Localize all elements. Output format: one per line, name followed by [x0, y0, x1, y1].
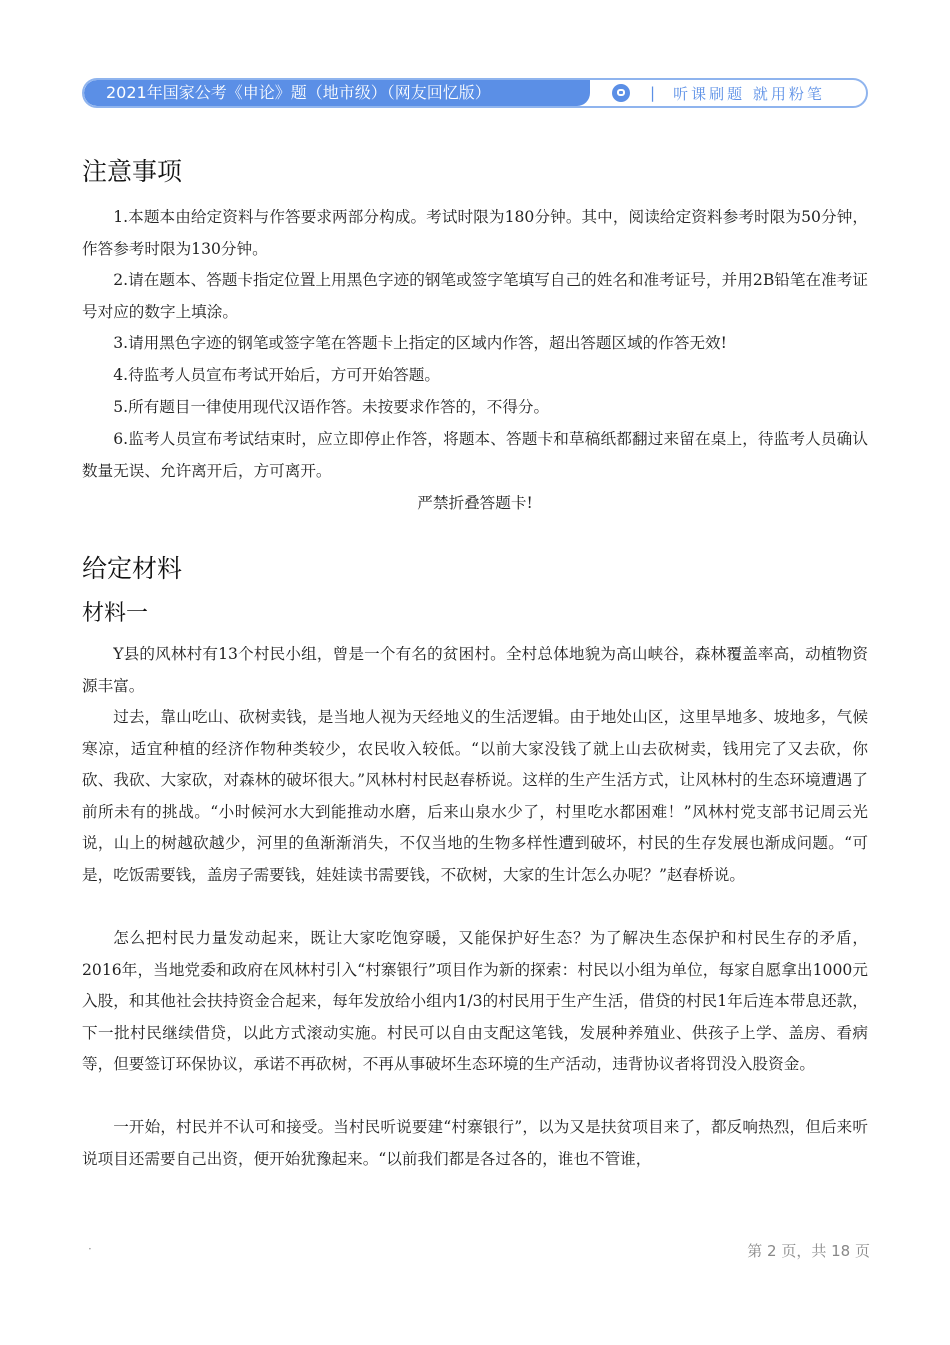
- notice-item: 5.所有题目一律使用现代汉语作答。未按要求作答的，不得分。: [113, 398, 550, 416]
- notice-item: 2.请在题本、答题卡指定位置上用黑色字迹的钢笔或签字笔填写自己的姓名和准考证号，并用2B铅笔在准考证号对应的数字上填涂。: [82, 271, 868, 321]
- material-one-heading: 材料一: [82, 601, 149, 626]
- notice-heading: 注意事项: [82, 157, 183, 186]
- notice-item: 6.监考人员宣布考试结束时，应立即停止作答，将题本、答题卡和草稿纸都翻过来留在桌上，待监考人员确认数量无误、允许离开后，方可离开。: [82, 430, 868, 480]
- notice-item: 4.待监考人员宣布考试开始后，方可开始答题。: [113, 366, 440, 384]
- brand-slogan: 听课刷题 就用粉笔: [673, 84, 825, 103]
- notice-item: 1.本题本由给定资料与作答要求两部分构成。考试时限为180分钟。其中，阅读给定资料参考时限为50分钟，作答参考时限为130分钟。: [82, 208, 868, 258]
- fenbi-logo-icon: [612, 84, 630, 102]
- notice-item: 3.请用黑色字迹的钢笔或签字笔在答题卡上指定的区域内作答，超出答题区域的作答无效!: [113, 334, 727, 352]
- header-divider: |: [650, 84, 656, 102]
- fold-warning: 严禁折叠答题卡!: [417, 494, 533, 512]
- material-paragraph: 怎么把村民力量发动起来，既让大家吃饱穿暖，又能保护好生态？为了解决生态保护和村民生存的矛盾，2016年，当地党委和政府在风林村引入“村寨银行”项目作为新的探索：村民以小组为单位，每家自愿拿出1000元入股，和其他社会扶持资金合起来，每年发放给小组内1/3的村民用于生产生活，借贷的村民1年后连本带息还款，下一批村民继续借贷，以此方式滚动实施。村民可以自由支配这笔钱，发展种养殖业、供孩子上学、盖房、看病等，但要签订环保协议，承诺不再砍树，不再从事破坏生态环境的生产活动，违背协议者将罚没入股资金。: [82, 929, 868, 1073]
- materials-heading: 给定材料: [82, 554, 183, 583]
- material-paragraph: Y县的风林村有13个村民小组，曾是一个有名的贫困村。全村总体地貌为高山峡谷，森林覆盖率高，动植物资源丰富。: [82, 645, 868, 695]
- document-header-bar: [82, 78, 868, 108]
- footer-dot: ·: [88, 1242, 92, 1256]
- material-paragraph: 过去，靠山吃山、砍树卖钱，是当地人视为天经地义的生活逻辑。由于地处山区，这里旱地多、坡地多，气候寒凉，适宜种植的经济作物种类较少，农民收入较低。“以前大家没钱了就上山去砍树卖，钱用完了又去砍，你砍、我砍、大家砍，对森林的破坏很大。”风林村村民赵春桥说。这样的生产生活方式，让风林村的生态环境遭遇了前所未有的挑战。“小时候河水大到能推动水磨，后来山泉水少了，村里吃水都困难！”风林村党支部书记周云光说，山上的树越砍越少，河里的鱼渐渐消失，不仅当地的生物多样性遭到破坏，村民的生存发展也渐成问题。“可是，吃饭需要钱，盖房子需要钱，娃娃读书需要钱，不砍树，大家的生计怎么办呢？”赵春桥说。: [82, 708, 868, 884]
- material-paragraph: 一开始，村民并不认可和接受。当村民听说要建“村寨银行”，以为又是扶贫项目来了，都反响热烈，但后来听说项目还需要自己出资，便开始犹豫起来。“以前我们都是各过各的，谁也不管谁，: [82, 1118, 868, 1168]
- page-number: 第 2 页，共 18 页: [747, 1242, 870, 1260]
- document-title: 2021年国家公考《申论》题（地市级）（网友回忆版）: [84, 80, 590, 106]
- brand-slogan-area: [604, 80, 866, 106]
